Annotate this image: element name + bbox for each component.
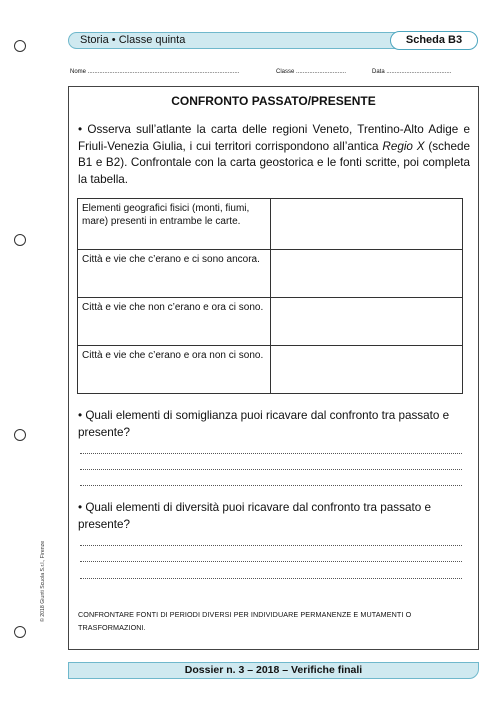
- answer-line[interactable]: [80, 469, 462, 470]
- comparison-table: [77, 198, 463, 394]
- answer-cell[interactable]: [271, 250, 463, 298]
- regio-x-text: Regio X: [382, 139, 425, 153]
- answer-line[interactable]: [80, 561, 462, 562]
- answer-cell[interactable]: [271, 298, 463, 346]
- nome-field: Nome ...........................................................................................: [70, 69, 240, 75]
- scheda-badge: Scheda B3: [390, 31, 478, 50]
- table-row: [78, 298, 463, 346]
- instructions: • Osserva sull’atlante la carta delle regioni Veneto, Trentino-Alto Adige e Friuli-Venezia Giulia, i cui territori corrispondono all’antica Regio X (schede B1 e B2). Confrontale con la carta geostorica e le fonti scritte, poi completa la tabella.: [78, 123, 470, 186]
- footer-text: Dossier n. 3 – 2018 – Verifiche finali: [184, 664, 363, 676]
- classe-field: Classe ..............................: [276, 69, 347, 75]
- answer-line[interactable]: [80, 453, 462, 454]
- row-prompt: Città e vie che c’erano e ora non ci sono.: [78, 346, 271, 394]
- table-row: [78, 346, 463, 394]
- binder-hole: [14, 40, 26, 52]
- table-row: [78, 250, 463, 298]
- answer-line[interactable]: [80, 578, 462, 579]
- data-field: Data .......................................: [372, 69, 452, 75]
- page-header: [68, 32, 480, 49]
- row-prompt: Città e vie che c’erano e ci sono ancora.: [78, 250, 271, 298]
- answer-line[interactable]: [80, 485, 462, 486]
- copyright-notice: © 2018 Giunti Scuola S.r.l., Firenze: [40, 540, 46, 622]
- learning-objective: CONFRONTARE FONTI DI PERIODI DIVERSI PER INDIVIDUARE PERMANENZE E MUTAMENTI O TRASFORMAZIONI.: [78, 610, 412, 632]
- answer-cell[interactable]: [271, 199, 463, 250]
- binder-hole: [14, 234, 26, 246]
- answer-cell[interactable]: [271, 346, 463, 394]
- row-prompt: Elementi geografici fisici (monti, fiumi, mare) presenti in entrambe le carte.: [78, 199, 271, 250]
- worksheet-title: CONFRONTO PASSATO/PRESENTE: [171, 94, 376, 108]
- binder-hole: [14, 626, 26, 638]
- question-difference: • Quali elementi di diversità puoi ricavare dal confronto tra passato e presente?: [78, 501, 431, 531]
- subject-title: Storia • Classe quinta: [80, 34, 186, 46]
- binder-hole: [14, 429, 26, 441]
- answer-line[interactable]: [80, 545, 462, 546]
- question-similarity: • Quali elementi di somiglianza puoi ricavare dal confronto tra passato e presente?: [78, 409, 450, 439]
- page-footer: [68, 662, 479, 679]
- table-row: [78, 199, 463, 250]
- row-prompt: Città e vie che non c’erano e ora ci sono.: [78, 298, 271, 346]
